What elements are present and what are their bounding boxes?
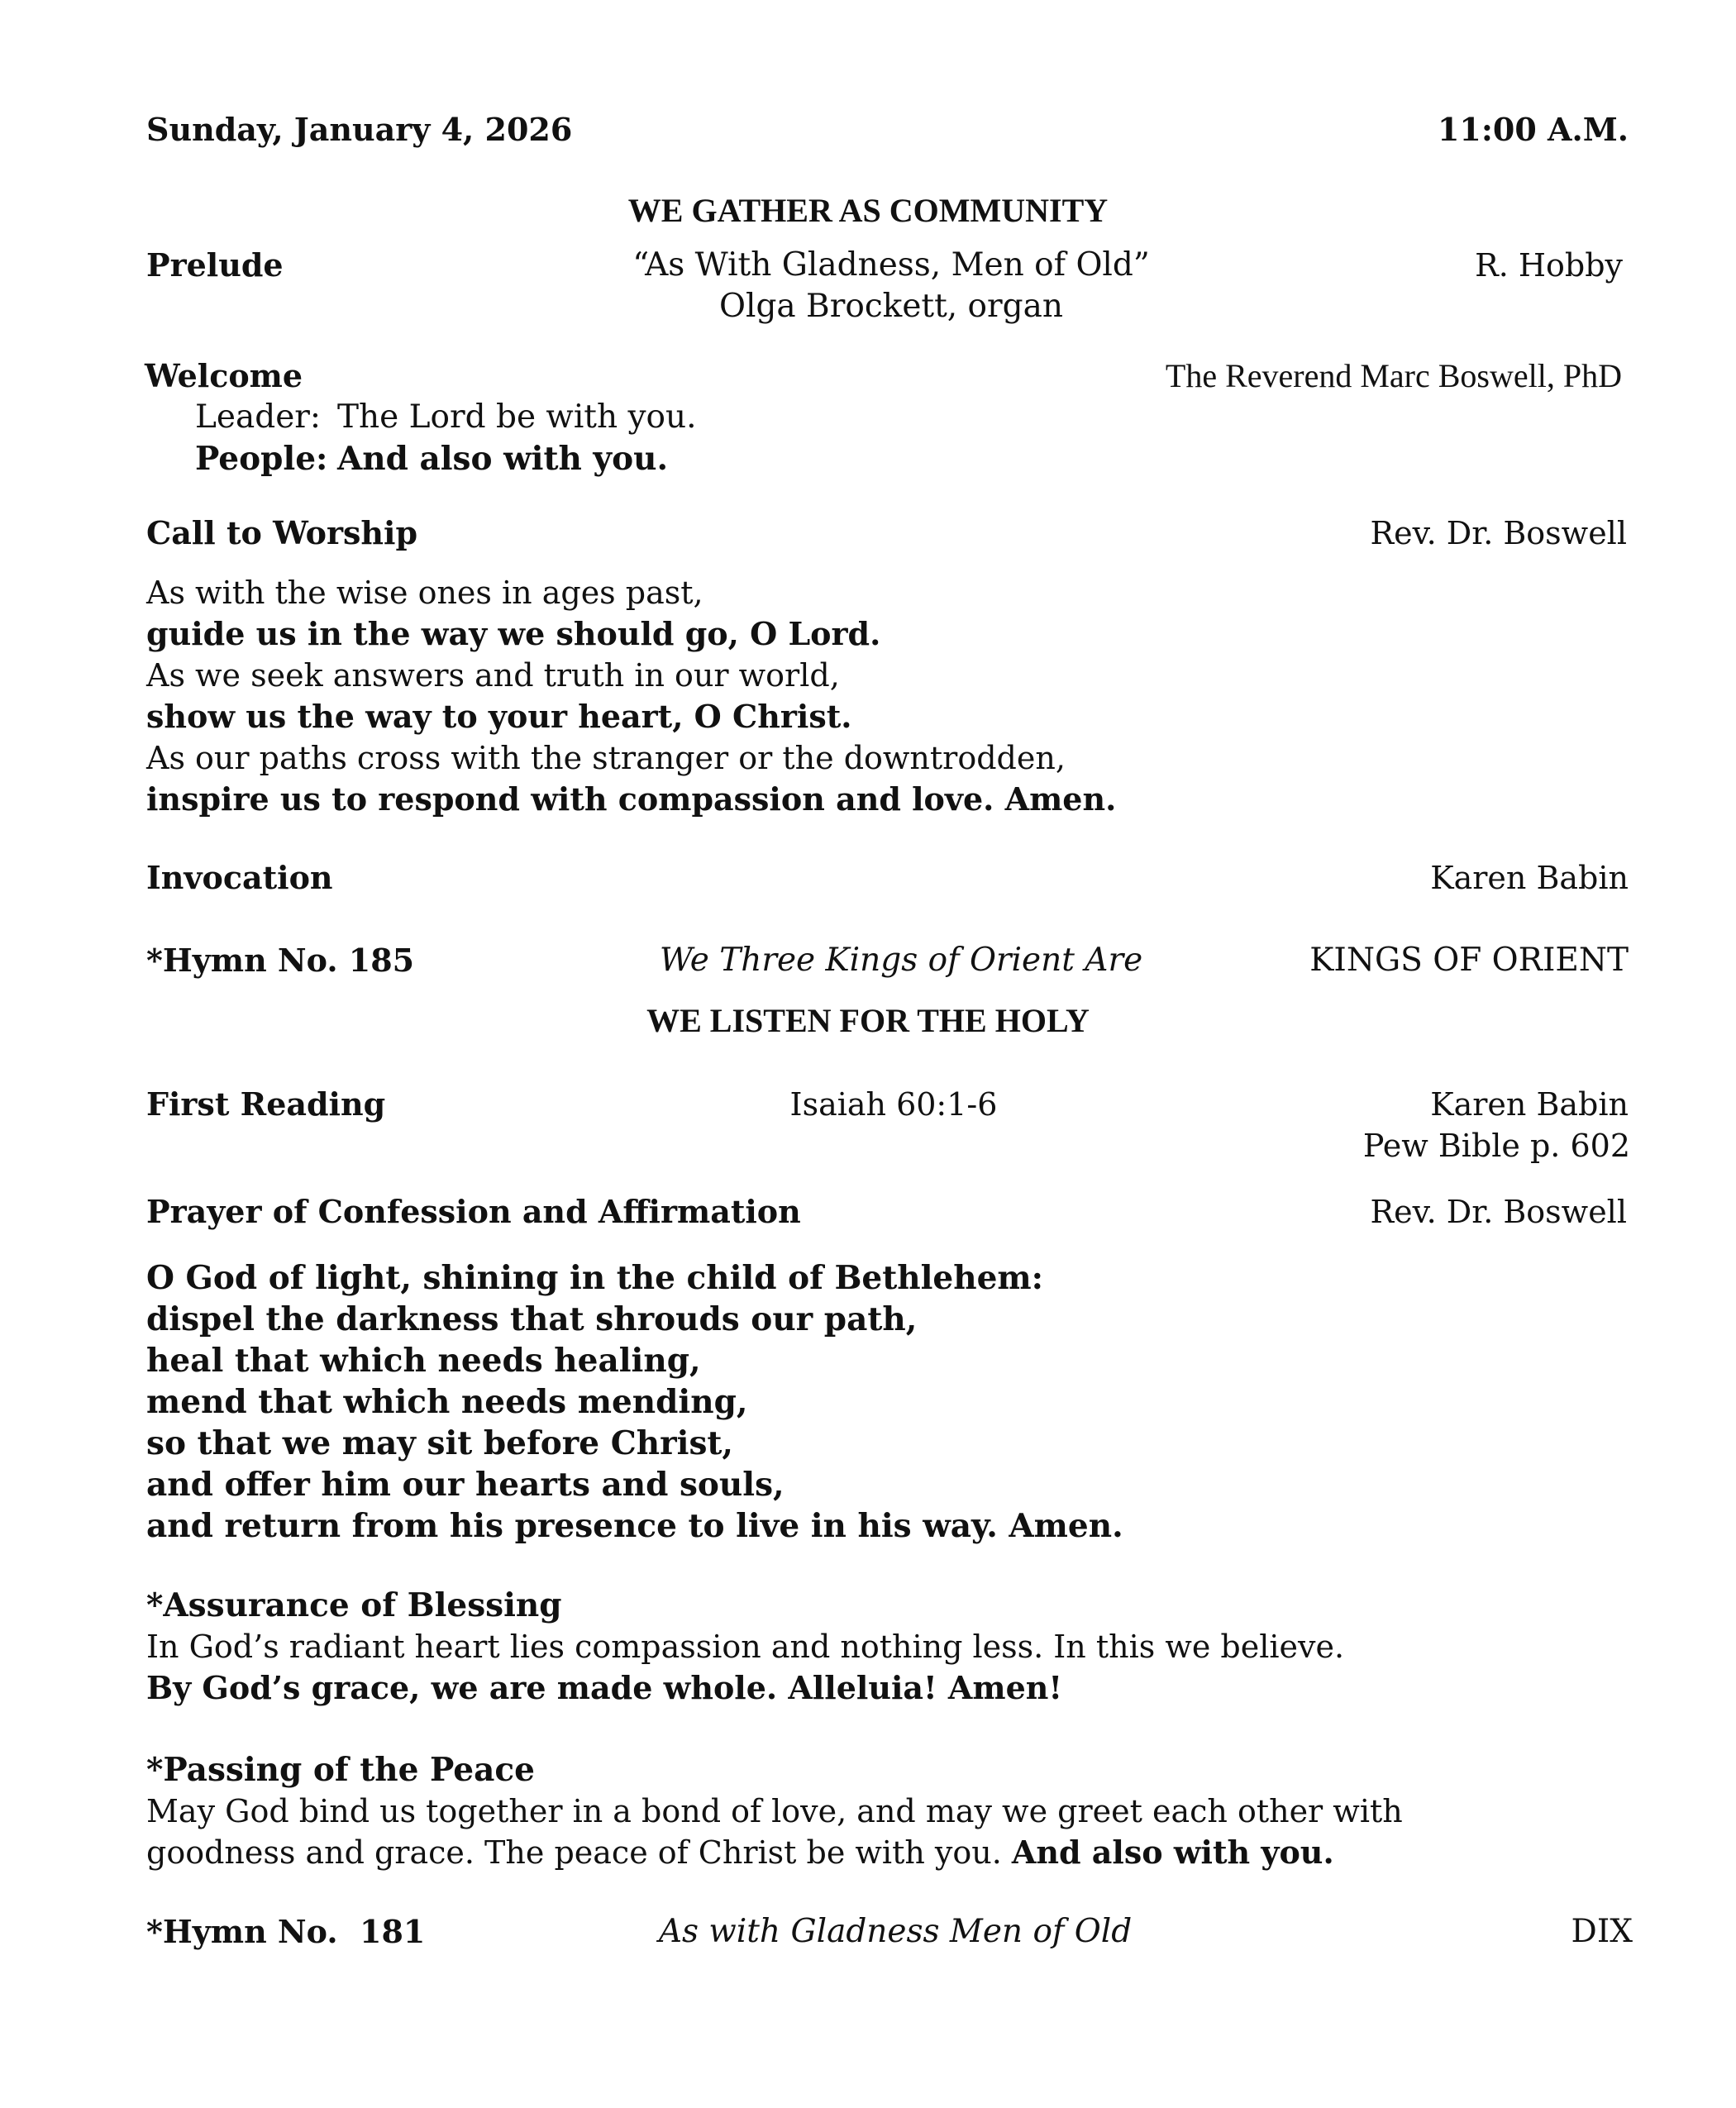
leader-role: Leader:: [195, 398, 322, 436]
confession-prayer: [146, 1257, 1123, 1547]
first-reading-reader: Karen Babin: [1430, 1086, 1629, 1123]
hymn-181-tune: DIX: [1571, 1913, 1633, 1950]
prayer-line: and offer him our hearts and souls,: [146, 1466, 785, 1504]
call-to-worship-litany: [146, 572, 1116, 820]
peace-line-2: [146, 1832, 1334, 1873]
call-to-worship-label: Call to Worship: [146, 514, 418, 551]
prelude-title: “As With Gladness, Men of Old”: [632, 246, 1150, 284]
prayer-line: O God of light, shining in the child of Bethlehem:: [146, 1259, 1044, 1297]
litany-response: show us the way to your heart, O Christ.: [146, 698, 852, 735]
litany-line: As with the wise ones in ages past,: [146, 575, 703, 611]
assurance-response: By God’s grace, we are made whole. Alleluia! Amen!: [146, 1669, 1063, 1706]
peace-line-1: May God bind us together in a bond of love, and may we greet each other with: [146, 1793, 1403, 1829]
hymn-185-title: We Three Kings of Orient Are: [659, 942, 1143, 979]
first-reading-label: First Reading: [146, 1085, 386, 1123]
peace-response: And also with you.: [1011, 1834, 1334, 1871]
peace-label: *Passing of the Peace: [146, 1751, 535, 1789]
welcome-people-line: [195, 438, 668, 479]
confession-label: Prayer of Confession and Affirmation: [146, 1193, 801, 1230]
prelude-composer: R. Hobby: [1475, 247, 1623, 284]
hymn-181-label: *Hymn No. 181: [146, 1913, 426, 1950]
prayer-line: heal that which needs healing,: [146, 1342, 701, 1380]
invocation-leader: Karen Babin: [1430, 860, 1629, 896]
confession-leader: Rev. Dr. Boswell: [1370, 1194, 1627, 1230]
first-reading-passage: Isaiah 60:1-6: [789, 1086, 998, 1123]
call-to-worship-leader: Rev. Dr. Boswell: [1370, 515, 1627, 551]
prayer-line: dispel the darkness that shrouds our path,: [146, 1300, 918, 1338]
service-time: 11:00 A.M.: [1437, 111, 1629, 148]
litany-line: As we seek answers and truth in our world,: [146, 657, 840, 694]
section-heading-gather: WE GATHER AS COMMUNITY: [627, 192, 1109, 229]
people-text: And also with you.: [337, 440, 669, 478]
welcome-label: Welcome: [145, 357, 303, 394]
section-heading-listen: WE LISTEN FOR THE HOLY: [646, 1002, 1090, 1039]
service-date: Sunday, January 4, 2026: [146, 111, 573, 148]
leader-text: The Lord be with you.: [337, 398, 697, 436]
people-role: People:: [195, 440, 328, 478]
prayer-line: so that we may sit before Christ,: [146, 1424, 733, 1462]
hymn-181-title: As with Gladness Men of Old: [658, 1913, 1133, 1950]
welcome-leader: The Reverend Marc Boswell, PhD: [1165, 357, 1622, 394]
assurance-label: *Assurance of Blessing: [146, 1586, 562, 1624]
prayer-line: and return from his presence to live in his way. Amen.: [146, 1507, 1123, 1545]
welcome-leader-line: [195, 397, 697, 438]
prelude-performer: Olga Brockett, organ: [719, 288, 1063, 325]
first-reading-page: Pew Bible p. 602: [1362, 1128, 1630, 1164]
litany-response: inspire us to respond with compassion and love. Amen.: [146, 780, 1117, 818]
prayer-line: mend that which needs mending,: [146, 1383, 748, 1421]
litany-line: As our paths cross with the stranger or the downtrodden,: [146, 740, 1066, 776]
hymn-185-tune: KINGS OF ORIENT: [1309, 942, 1629, 979]
hymn-185-label: *Hymn No. 185: [146, 942, 415, 979]
prelude-label: Prelude: [146, 246, 284, 284]
litany-response: guide us in the way we should go, O Lord.: [146, 615, 881, 652]
peace-text: goodness and grace. The peace of Christ be with you.: [146, 1834, 1002, 1871]
invocation-label: Invocation: [146, 859, 333, 896]
assurance-line: In God’s radiant heart lies compassion and nothing less. In this we believe.: [146, 1629, 1345, 1665]
